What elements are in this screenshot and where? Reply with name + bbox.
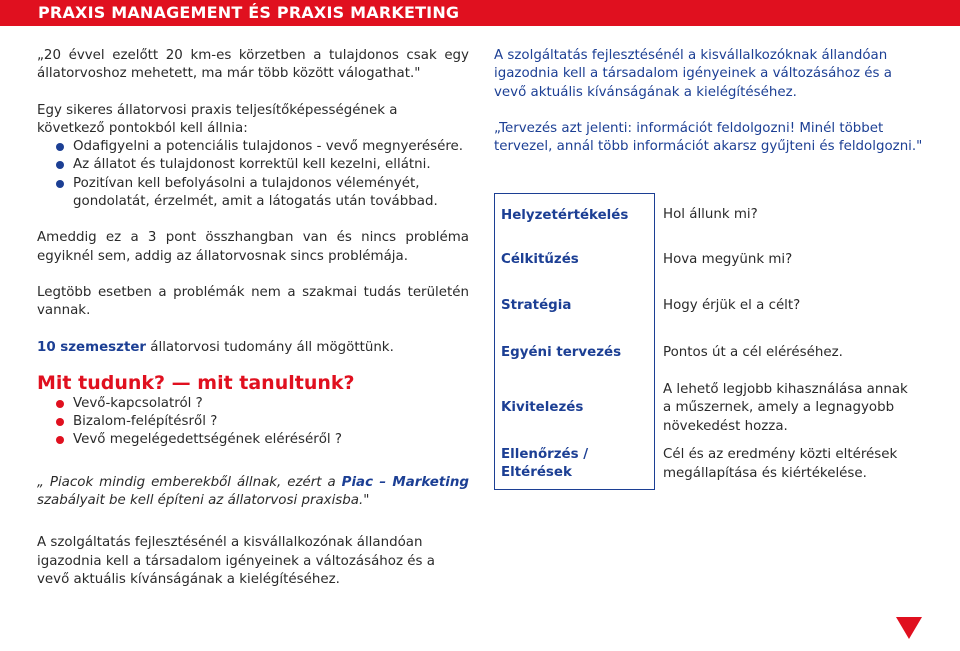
table-row (495, 284, 926, 330)
intro-text: Egy sikeres állatorvosi praxis teljesítőképességének a következő pontokból kell állnia: (37, 102, 398, 136)
table-key: Stratégia (495, 284, 655, 330)
bullet-icon (56, 418, 64, 426)
table-value: Pontos út a cél eléréséhez. (663, 345, 843, 361)
table-row (495, 194, 926, 238)
list-item: Bizalom-felépítésről ? (37, 413, 469, 431)
requirements-list (37, 138, 469, 211)
paragraph-problems: Legtöbb esetben a problémák nem a szakmai tudás területén vannak. (37, 284, 469, 319)
semester-highlight: 10 szemeszter (37, 339, 147, 355)
table-row (495, 378, 926, 440)
closing-paragraph: A szolgáltatás fejlesztésénél a kisvállalkozónak állandóan igazodnia kell a társadalom igényeinek a változásához és a vevő aktuális kívánságának a kielégítéséhez. (37, 535, 435, 587)
table-key: Ellenőrzés / Eltérések (495, 440, 655, 490)
table-row (495, 238, 926, 284)
bullet-icon (56, 400, 64, 408)
down-triangle-icon (896, 617, 922, 639)
table-value: Cél és az eredmény közti eltérések megállapítása és kiértékelése. (663, 447, 898, 481)
table-value: Hol állunk mi? (663, 207, 758, 223)
bullet-icon (56, 436, 64, 444)
right-intro: A szolgáltatás fejlesztésénél a kisvállalkozóknak állandóan igazodnia kell a társadalom igényeinek a változásához és a vevő aktuális kívánságának a kielégítéséhez. (494, 48, 892, 100)
table-key: Célkitűzés (495, 238, 655, 284)
bullet-icon (56, 180, 64, 188)
table-value: Hogy érjük el a célt? (663, 298, 801, 314)
list-item: Pozitívan kell befolyásolni a tulajdonos véleményét, gondolatát, érzelmét, amit a látogatás után továbbad. (37, 175, 469, 212)
market-quote: „ Piacok mindig emberekből állnak, ezért a Piac – Marketing szabályait be kell építeni az állatorvosi praxisba." (37, 474, 469, 509)
question-list (37, 395, 469, 450)
opening-quote: „20 évvel ezelőtt 20 km-es körzetben a tulajdonos csak egy állatorvoshoz mehetett, ma már több között válogathat." (37, 48, 469, 82)
list-item: Vevő megelégedettségének eléréséről ? (37, 431, 469, 449)
list-item: Odafigyelni a potenciális tulajdonos - vevő megnyerésére. (37, 138, 469, 156)
list-item: Vevő-kapcsolatról ? (37, 395, 469, 413)
right-column (494, 47, 926, 156)
table-value: A lehető legjobb kihasználása annak a műszernek, amely a legnagyobb növekedést hozza. (663, 382, 908, 434)
table-row (495, 330, 926, 378)
page-header (0, 0, 960, 26)
bullet-icon (56, 161, 64, 169)
planning-table (494, 193, 926, 490)
table-value: Hova megyünk mi? (663, 252, 793, 268)
table-key: Egyéni tervezés (495, 330, 655, 378)
table-key: Kivitelezés (495, 378, 655, 440)
left-column (37, 47, 469, 589)
question-heading: Mit tudunk? — mit tanultunk? (37, 371, 355, 394)
table-key: Helyzetértékelés (495, 194, 655, 238)
paragraph-semesters: 10 szemeszter állatorvosi tudomány áll mögöttünk. (37, 339, 394, 355)
paragraph-harmony: Ameddig ez a 3 pont összhangban van és nincs probléma egyiknél sem, addig az állatorvosnak sincs problémája. (37, 230, 469, 264)
planning-quote: „Tervezés azt jelenti: információt feldolgozni! Minél többet tervezel, annál több információt akarsz gyűjteni és feldolgozni." (494, 120, 923, 155)
bullet-icon (56, 143, 64, 151)
table-row (495, 440, 926, 490)
list-item: Az állatot és tulajdonost korrektül kell kezelni, ellátni. (37, 156, 469, 174)
page-header-title: PRAXIS MANAGEMENT ÉS PRAXIS MARKETING (38, 3, 460, 22)
